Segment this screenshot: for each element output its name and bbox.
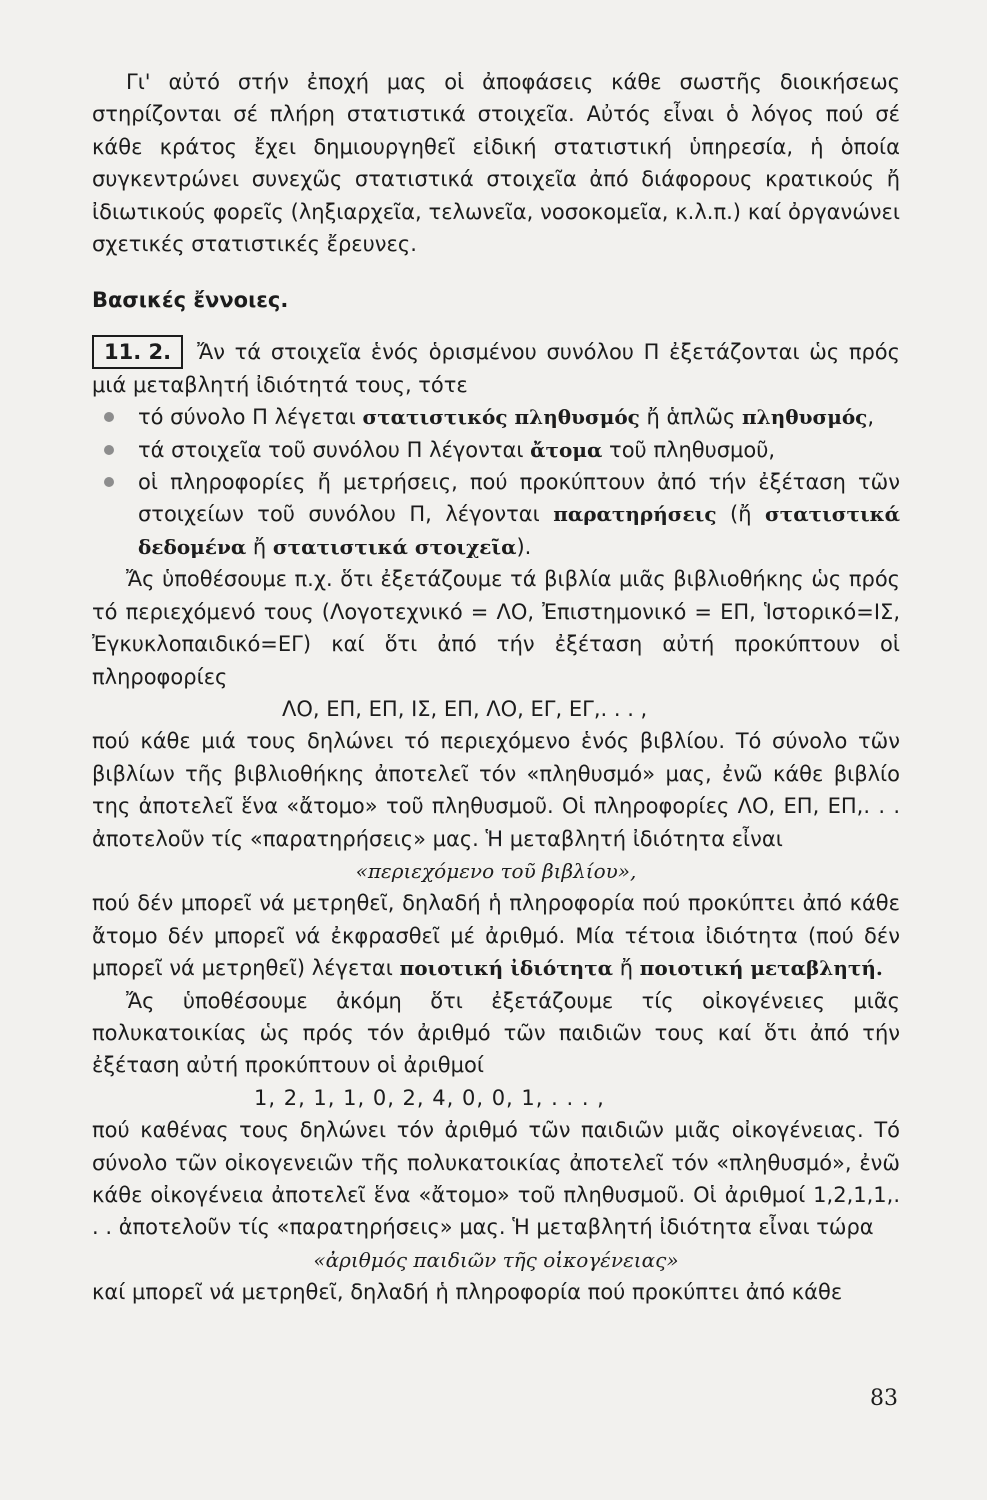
example-families-paragraph: Ἄς ὑποθέσουμε ἀκόμη ὅτι ἐξετάζουμε τίς οἰκογένειες μιᾶς πολυκατοικίας ὡς πρός τόν ἀριθμό τῶν παιδιῶν τους καί ὅτι ἀπό τήν ἐξέταση αὐτή προκύπτουν οἱ ἀριθμοί [92,988,900,1078]
definition-bullet-observations: οἱ πληροφορίες ἤ μετρήσεις, πού προκύπτουν ἀπό τήν ἐξέταση τῶν στοιχείων τοῦ συνόλου Π, λέγονται παρατηρήσεις (ἤ στατιστικά δεδομένα ἤ στατιστικά στοιχεῖα). [92,466,900,563]
example-books-list: ΛΟ, ΕΠ, ΕΠ, ΙΣ, ΕΠ, ΛΟ, ΕΓ, ΕΓ,. . . , [282,696,648,721]
bullet-dot-icon [104,477,114,487]
term-individuals: ἄτομα [530,437,603,462]
term-qualitative-property: ποιοτική ἰδιότητα [399,956,614,981]
intro-paragraph: Γι' αὐτό στήν ἐποχή μας οἱ ἀποφάσεις κάθε σωστῆς διοικήσεως στηρίζονται σέ πλήρη στατιστικά στοιχεῖα. Αὐτός εἶναι ὁ λόγος πού σέ κάθε κράτος ἔχει δημιουργηθεῖ εἰδική στατιστική ὑπηρεσία, ἡ ὁποία συγκεντρώνει συνεχῶς στατιστικά στοιχεῖα ἀπό διάφορους κρατικούς ἤ ἰδιωτικούς φορεῖς (ληξιαρχεῖα, τελωνεῖα, νοσοκομεῖα, κ.λ.π.) καί ὀργανώνει σχετικές στατιστικές ἔρευνες. [92,70,900,257]
example-books-paragraph: Ἄς ὑποθέσουμε π.χ. ὅτι ἐξετάζουμε τά βιβλία μιᾶς βιβλιοθήκης ὡς πρός τό περιεχόμενό τους (Λογοτεχνικό = ΛΟ, Ἐπιστημονικό = ΕΠ, Ἱστορικό=ΙΣ, Ἐγκυκλοπαιδικό=ΕΓ) καί ὅτι ἀπό τήν ἐξέταση αὐτή προκύπτουν οἱ πληροφορίες [92,567,900,689]
page-number: 83 [870,1386,898,1411]
section-lead-text: Ἄν τά στοιχεῖα ἑνός ὁρισμένου συνόλου Π ἐξετάζονται ὡς πρός μιά μεταβλητή ἰδιότητά τους, τότε [92,339,900,397]
section-lead [92,335,900,401]
definition-bullet-individuals: τά στοιχεῖα τοῦ συνόλου Π λέγονται ἄτομα τοῦ πληθυσμοῦ, [92,434,900,466]
example-families-variable: «ἀριθμός παιδιῶν τῆς οἰκογένειας» [313,1247,679,1272]
example-families-list: 1, 2, 1, 1, 0, 2, 4, 0, 0, 1, . . . , [254,1085,605,1110]
page-body [92,66,900,1309]
closing-line: καί μπορεῖ νά μετρηθεῖ, δηλαδή ἡ πληροφορία πού προκύπτει ἀπό κάθε [92,1280,843,1305]
term-statistical-elements: στατιστικά στοιχεῖα [272,534,517,559]
term-statistical-data: στατιστικά δεδομένα [138,502,901,559]
section-heading: Βασικές ἔννοιες. [92,288,289,313]
term-qualitative-variable: ποιοτική μεταβλητή. [639,956,883,981]
term-observations: παρατηρήσεις [553,502,717,527]
bullet-dot-icon [104,445,114,455]
qualitative-definition: πού δέν μπορεῖ νά μετρηθεῖ, δηλαδή ἡ πληροφορία πού προκύπτει ἀπό κάθε ἄτομο δέν μπορεῖ νά ἐκφρασθεῖ μέ ἀριθμό. Μία τέτοια ἰδιότητα (πού δέν μπορεῖ νά μετρηθεῖ) λέγεται ποιοτική ἰδιότητα ἤ ποιοτική μεταβλητή. [92,891,900,981]
term-statistical-population: στατιστικός πληθυσμός [362,405,640,430]
bullet-dot-icon [104,412,114,422]
definition-bullet-population: τό σύνολο Π λέγεται στατιστικός πληθυσμός ἤ ἁπλῶς πληθυσμός, [92,401,900,433]
section-number-box: 11. 2. [92,335,183,369]
example-families-explanation: πού καθένας τους δηλώνει τόν ἀριθμό τῶν παιδιῶν μιᾶς οἰκογένειας. Τό σύνολο τῶν οἰκογενειῶν τῆς πολυκατοικίας ἀποτελεῖ τόν «πληθυσμό», ἐνῶ κάθε οἰκογένεια ἀποτελεῖ ἕνα «ἄτομο» τοῦ πληθυσμοῦ. Οἱ ἀριθμοί 1,2,1,1,. . . ἀποτελοῦν τίς «παρατηρήσεις» μας. Ἡ μεταβλητή ἰδιότητα εἶναι τώρα [92,1118,900,1240]
example-books-variable: «περιεχόμενο τοῦ βιβλίου», [355,858,637,883]
term-population: πληθυσμός [742,405,868,430]
example-books-explanation: πού κάθε μιά τους δηλώνει τό περιεχόμενο ἑνός βιβλίου. Τό σύνολο τῶν βιβλίων τῆς βιβλιοθήκης ἀποτελεῖ τόν «πληθυσμό» μας, ἐνῶ κάθε βιβλίο της ἀποτελεῖ ἕνα «ἄτομο» τοῦ πληθυσμοῦ. Οἱ πληροφορίες ΛΟ, ΕΠ, ΕΠ,. . . ἀποτελοῦν τίς «παρατηρήσεις» μας. Ἡ μεταβλητή ἰδιότητα εἶναι [92,729,900,851]
